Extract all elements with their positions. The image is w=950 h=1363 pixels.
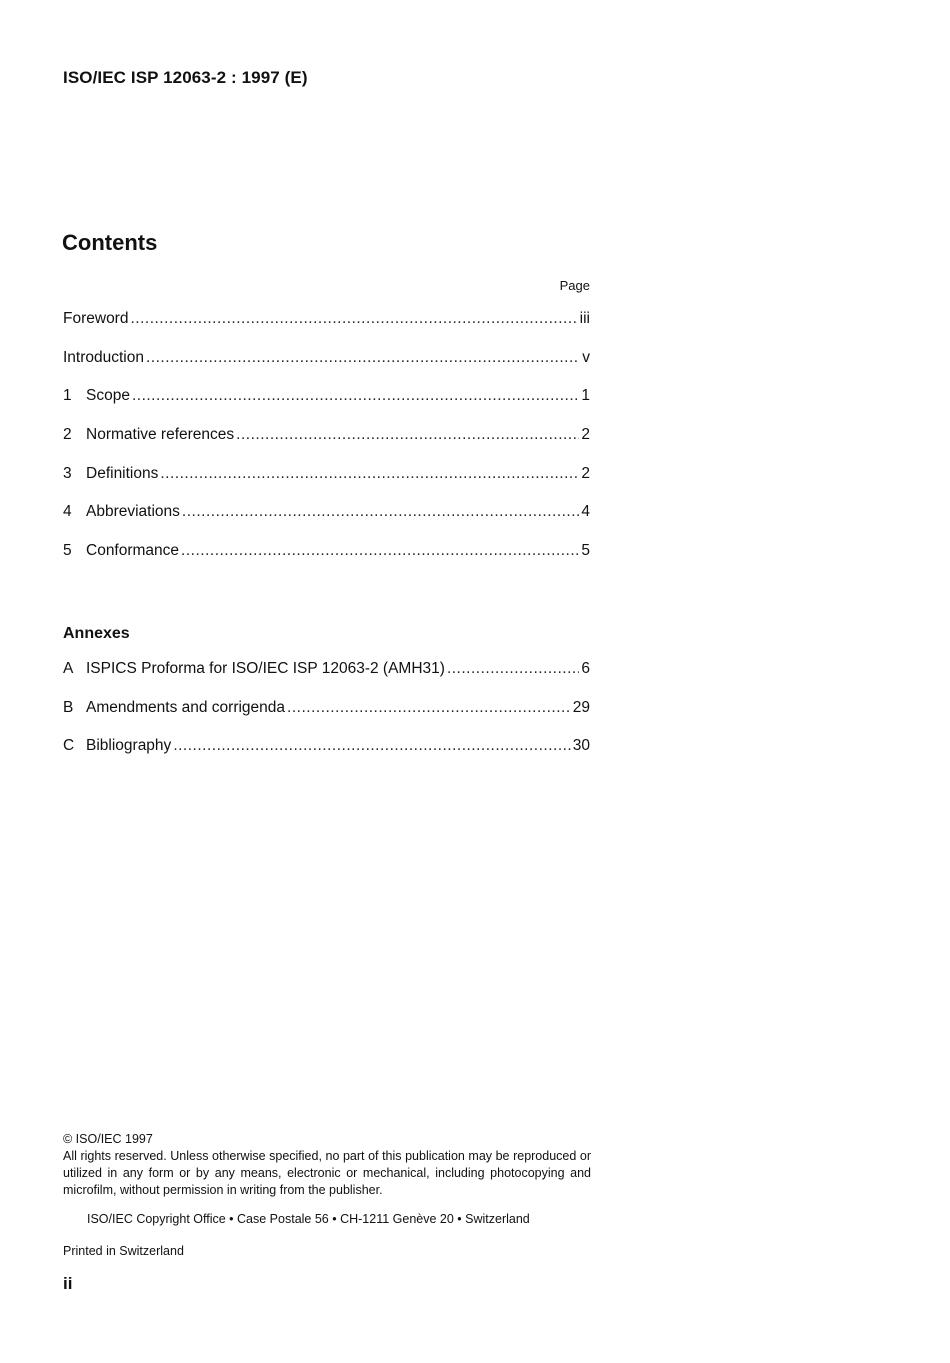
annex-entry-c[interactable] <box>63 737 590 776</box>
dot-leader <box>146 349 580 367</box>
page-column-label: Page <box>559 278 590 293</box>
toc-entry-page: 2 <box>581 464 590 482</box>
toc-entry-title: Definitions <box>86 464 159 482</box>
dot-leader <box>160 465 579 483</box>
toc-entry-normative-references[interactable] <box>63 426 590 465</box>
annex-entry-b[interactable] <box>63 699 590 738</box>
annex-page: 29 <box>572 698 590 716</box>
toc-entry-page: 4 <box>581 503 590 521</box>
page-number: ii <box>63 1274 73 1293</box>
toc-entry-definitions[interactable] <box>63 465 590 504</box>
toc-entry-foreword[interactable] <box>63 310 590 349</box>
toc-entry-scope[interactable] <box>63 387 590 426</box>
toc-entry-page: iii <box>579 310 590 327</box>
dot-leader <box>132 387 579 405</box>
dot-leader <box>182 503 579 521</box>
annex-list <box>63 660 590 776</box>
toc-entry-title: Scope <box>86 387 130 405</box>
toc-entry-page: 5 <box>581 542 590 560</box>
annex-letter: C <box>63 737 75 755</box>
annex-title: Bibliography <box>86 737 172 755</box>
toc-entry-number: 1 <box>63 387 72 405</box>
annex-title: ISPICS Proforma for ISO/IEC ISP 12063-2 (AMH31) <box>86 660 445 677</box>
dot-leader <box>130 310 577 328</box>
annex-letter: B <box>63 698 74 716</box>
printed-in-note: Printed in Switzerland <box>63 1244 184 1258</box>
toc-entry-number: 3 <box>63 464 72 482</box>
toc-entry-title: Foreword <box>63 310 129 327</box>
toc-entry-number: 5 <box>63 542 72 560</box>
toc-entry-title: Introduction <box>63 348 144 366</box>
dot-leader <box>181 542 579 560</box>
dot-leader <box>287 699 571 717</box>
toc-entry-abbreviations[interactable] <box>63 503 590 542</box>
toc-entry-page: 2 <box>581 426 590 444</box>
toc-entry-page: 1 <box>581 387 590 405</box>
dot-leader <box>173 737 570 755</box>
toc-entry-number: 2 <box>63 426 72 444</box>
toc-list <box>63 310 590 581</box>
toc-entry-title: Abbreviations <box>86 503 180 521</box>
contents-heading: Contents <box>62 230 158 255</box>
dot-leader <box>236 426 579 444</box>
toc-entry-conformance[interactable] <box>63 542 590 581</box>
copyright-office-address: ISO/IEC Copyright Office • Case Postale 56 • CH-1211 Genève 20 • Switzerland <box>87 1212 530 1226</box>
dot-leader <box>447 660 579 678</box>
toc-entry-title: Conformance <box>86 542 180 560</box>
annex-title: Amendments and corrigenda <box>86 698 286 716</box>
annex-page: 30 <box>572 737 590 755</box>
document-id-header: ISO/IEC ISP 12063-2 : 1997 (E) <box>63 68 308 87</box>
toc-entry-title: Normative references <box>86 426 235 444</box>
toc-entry-page: v <box>582 348 590 366</box>
annexes-heading: Annexes <box>63 625 130 642</box>
copyright-line: © ISO/IEC 1997 <box>63 1132 153 1146</box>
annex-letter: A <box>63 660 74 677</box>
rights-statement: All rights reserved. Unless otherwise specified, no part of this publication may be reproduced or utilized in any form or by any means, electronic or mechanical, including photocopying and microfilm, without permission in writing from the publisher. <box>63 1149 591 1197</box>
copyright-notice <box>63 1131 591 1199</box>
toc-entry-introduction[interactable] <box>63 349 590 388</box>
annex-entry-a[interactable] <box>63 660 590 699</box>
annex-page: 6 <box>581 660 590 677</box>
toc-entry-number: 4 <box>63 503 72 521</box>
